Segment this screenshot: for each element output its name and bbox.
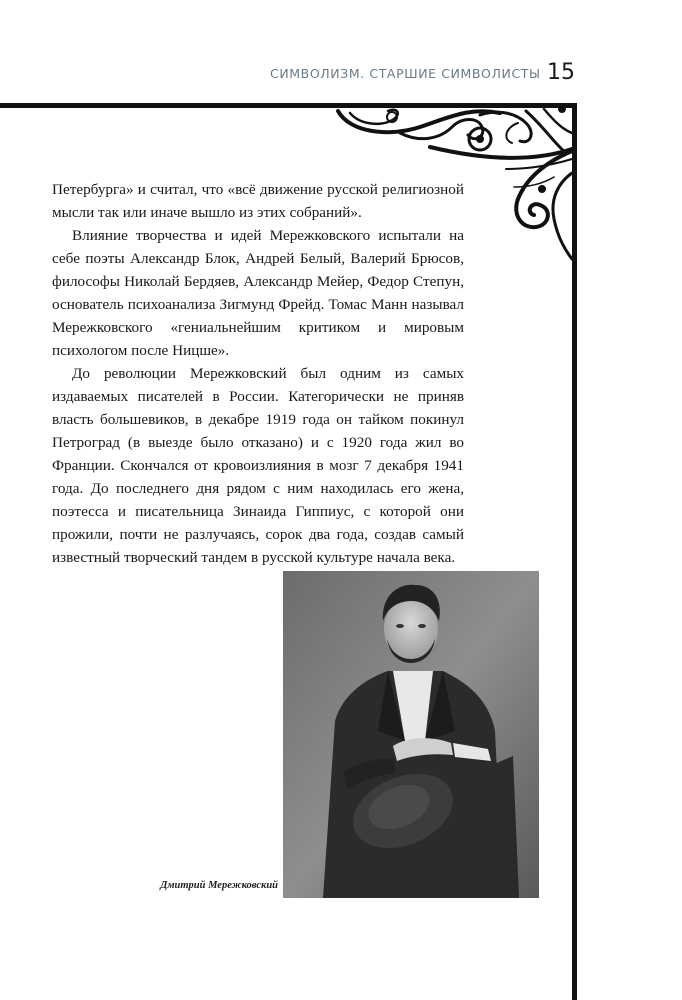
- photo-caption: Дмитрий Мережковский: [160, 880, 278, 891]
- portrait-photo: [283, 571, 539, 898]
- paragraph-3: До революции Мережковский был одним из самых издаваемых писателей в России. Категорически не приняв власть большевиков, в декабре 1919 года он тайком покинул Петроград (в выезде было отказано) и с 1920 года жил во Франции. Скончался от кровоизлияния в мозг 7 декабря 1941 года. До последнего дня рядом с ним находилась его жена, поэтесса и писательница Зинаида Гиппиус, с которой они прожили, почти не разлучаясь, сорок два года, создав самый известный творческий тандем в русской культуре начала века.: [52, 365, 464, 566]
- body-text: [52, 178, 464, 569]
- paragraph-1: Петербурга» и считал, что «всё движение русской религиозной мысли так или иначе вышло из этих собраний».: [52, 181, 464, 221]
- page-number: 15: [547, 60, 575, 85]
- paragraph-2: Влияние творчества и идей Мережковского испытали на себе поэты Александр Блок, Андрей Белый, Валерий Брюсов, философы Николай Бердяев, Александр Мейер, Федор Степун, основатель психоанализа Зигмунд Фрейд. Томас Манн называл Мережковского «гениальнейшим критиком и мировым психологом после Ницше».: [52, 227, 464, 359]
- running-title: СИМВОЛИЗМ. СТАРШИЕ СИМВОЛИСТЫ: [270, 66, 541, 81]
